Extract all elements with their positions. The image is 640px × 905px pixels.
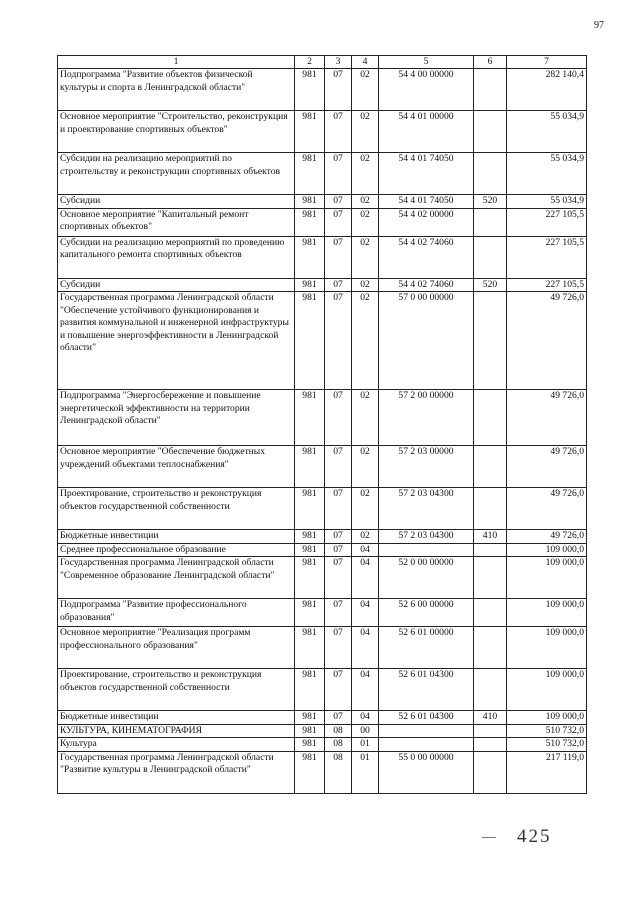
row-c3-cell: 07 (325, 236, 352, 278)
row-c6-cell (474, 738, 507, 751)
row-c6-cell (474, 390, 507, 446)
row-c4-cell: 04 (352, 543, 379, 556)
row-c3-cell: 07 (325, 557, 352, 599)
row-c3-cell: 08 (325, 751, 352, 793)
row-c4-cell: 02 (352, 208, 379, 236)
row-c2-cell: 981 (295, 599, 325, 627)
row-c7-cell: 109 000,0 (507, 669, 587, 711)
row-name-cell: Субсидии на реализацию мероприятий по строительству и реконструкции спортивных объектов (58, 153, 295, 195)
row-c4-cell: 01 (352, 738, 379, 751)
row-c4-cell: 02 (352, 111, 379, 153)
row-c6-cell (474, 724, 507, 737)
row-c3-cell: 07 (325, 111, 352, 153)
row-c7-cell: 282 140,4 (507, 69, 587, 111)
row-c4-cell: 02 (352, 488, 379, 530)
row-c5-cell: 55 0 00 00000 (379, 751, 474, 793)
row-c7-cell: 49 726,0 (507, 446, 587, 488)
table-row (58, 599, 587, 627)
row-c4-cell: 02 (352, 278, 379, 291)
row-c3-cell: 07 (325, 488, 352, 530)
row-c6-cell: 410 (474, 711, 507, 724)
row-c5-cell: 54 4 01 74050 (379, 195, 474, 208)
row-c7-cell: 109 000,0 (507, 711, 587, 724)
table-row (58, 751, 587, 793)
row-c4-cell: 02 (352, 69, 379, 111)
row-name-cell: КУЛЬТУРА, КИНЕМАТОГРАФИЯ (58, 724, 295, 737)
row-c2-cell: 981 (295, 208, 325, 236)
row-c7-cell: 49 726,0 (507, 488, 587, 530)
row-c5-cell (379, 724, 474, 737)
row-c3-cell: 07 (325, 195, 352, 208)
row-c7-cell: 227 105,5 (507, 236, 587, 278)
row-name-cell: Культура (58, 738, 295, 751)
row-c6-cell (474, 543, 507, 556)
row-c4-cell: 02 (352, 446, 379, 488)
row-c6-cell: 520 (474, 195, 507, 208)
table-row (58, 711, 587, 724)
table-row (58, 208, 587, 236)
row-c5-cell (379, 543, 474, 556)
row-c4-cell: 04 (352, 599, 379, 627)
row-c4-cell: 04 (352, 557, 379, 599)
row-c7-cell: 109 000,0 (507, 543, 587, 556)
row-c7-cell: 49 726,0 (507, 390, 587, 446)
column-header: 2 (295, 56, 325, 69)
row-c2-cell: 981 (295, 195, 325, 208)
row-c5-cell: 57 0 00 00000 (379, 292, 474, 390)
row-name-cell: Среднее профессиональное образование (58, 543, 295, 556)
row-c4-cell: 02 (352, 530, 379, 543)
table-row (58, 543, 587, 556)
row-c7-cell: 55 034,9 (507, 111, 587, 153)
table-row (58, 390, 587, 446)
row-c2-cell: 981 (295, 543, 325, 556)
row-c6-cell (474, 446, 507, 488)
table-row (58, 530, 587, 543)
row-c5-cell: 52 6 01 04300 (379, 711, 474, 724)
row-name-cell: Проектирование, строительство и реконструкция объектов государственной собственности (58, 669, 295, 711)
row-c7-cell: 55 034,9 (507, 195, 587, 208)
table-row (58, 278, 587, 291)
row-c3-cell: 07 (325, 278, 352, 291)
row-c7-cell: 510 732,0 (507, 724, 587, 737)
row-c2-cell: 981 (295, 236, 325, 278)
row-c3-cell: 07 (325, 530, 352, 543)
row-c4-cell: 04 (352, 627, 379, 669)
row-c5-cell: 57 2 00 00000 (379, 390, 474, 446)
row-c4-cell: 01 (352, 751, 379, 793)
budget-table (57, 55, 587, 794)
table-row (58, 292, 587, 390)
row-c4-cell: 04 (352, 711, 379, 724)
row-c3-cell: 07 (325, 208, 352, 236)
page-stamp-number: 425 (517, 826, 552, 847)
table-row (58, 446, 587, 488)
row-c6-cell (474, 208, 507, 236)
row-c4-cell: 00 (352, 724, 379, 737)
row-c7-cell: 109 000,0 (507, 557, 587, 599)
row-c5-cell: 52 6 01 04300 (379, 669, 474, 711)
row-name-cell: Субсидии (58, 195, 295, 208)
row-name-cell: Государственная программа Ленинградской области "Обеспечение устойчивого функционирования и развития коммунальной и инженерной инфраструктуры и повышение энергоэффективности в Ленинградской области" (58, 292, 295, 390)
row-c3-cell: 07 (325, 627, 352, 669)
row-c3-cell: 07 (325, 390, 352, 446)
row-c7-cell: 510 732,0 (507, 738, 587, 751)
row-c2-cell: 981 (295, 751, 325, 793)
row-c2-cell: 981 (295, 390, 325, 446)
row-c6-cell: 520 (474, 278, 507, 291)
row-name-cell: Основное мероприятие "Капитальный ремонт спортивных объектов" (58, 208, 295, 236)
column-header: 4 (352, 56, 379, 69)
handwritten-dash (482, 837, 496, 838)
row-name-cell: Подпрограмма "Развитие профессионального образования" (58, 599, 295, 627)
row-name-cell: Основное мероприятие "Реализация программ профессионального образования" (58, 627, 295, 669)
row-c7-cell: 217 119,0 (507, 751, 587, 793)
row-c6-cell (474, 236, 507, 278)
row-c5-cell: 54 4 02 00000 (379, 208, 474, 236)
table-row (58, 195, 587, 208)
row-c7-cell: 55 034,9 (507, 153, 587, 195)
row-c2-cell: 981 (295, 69, 325, 111)
row-c6-cell (474, 153, 507, 195)
row-c6-cell (474, 751, 507, 793)
column-header: 5 (379, 56, 474, 69)
row-c2-cell: 981 (295, 711, 325, 724)
row-c2-cell: 981 (295, 627, 325, 669)
row-c2-cell: 981 (295, 446, 325, 488)
row-c7-cell: 227 105,5 (507, 208, 587, 236)
row-c5-cell: 52 6 01 00000 (379, 627, 474, 669)
row-c3-cell: 07 (325, 153, 352, 195)
column-header: 6 (474, 56, 507, 69)
row-c6-cell (474, 292, 507, 390)
table-row (58, 557, 587, 599)
row-c6-cell (474, 488, 507, 530)
table-row (58, 488, 587, 530)
column-header: 7 (507, 56, 587, 69)
row-c7-cell: 227 105,5 (507, 278, 587, 291)
row-c3-cell: 07 (325, 69, 352, 111)
row-name-cell: Субсидии (58, 278, 295, 291)
row-c2-cell: 981 (295, 292, 325, 390)
row-c7-cell: 109 000,0 (507, 627, 587, 669)
row-c4-cell: 02 (352, 195, 379, 208)
row-name-cell: Проектирование, строительство и реконструкция объектов государственной собственности (58, 488, 295, 530)
row-name-cell: Государственная программа Ленинградской области "Современное образование Ленинградской области" (58, 557, 295, 599)
row-c6-cell: 410 (474, 530, 507, 543)
row-c6-cell (474, 557, 507, 599)
row-c5-cell: 54 4 01 74050 (379, 153, 474, 195)
page-number: 97 (594, 20, 604, 31)
row-c2-cell: 981 (295, 153, 325, 195)
row-c6-cell (474, 669, 507, 711)
row-c4-cell: 02 (352, 153, 379, 195)
column-header: 1 (58, 56, 295, 69)
row-c3-cell: 08 (325, 724, 352, 737)
table-row (58, 236, 587, 278)
row-c3-cell: 08 (325, 738, 352, 751)
row-c6-cell (474, 599, 507, 627)
table-row (58, 669, 587, 711)
row-c4-cell: 02 (352, 292, 379, 390)
row-c5-cell: 57 2 03 04300 (379, 488, 474, 530)
row-name-cell: Государственная программа Ленинградской области "Развитие культуры в Ленинградской области" (58, 751, 295, 793)
row-c3-cell: 07 (325, 599, 352, 627)
row-c3-cell: 07 (325, 292, 352, 390)
row-c2-cell: 981 (295, 669, 325, 711)
row-c3-cell: 07 (325, 543, 352, 556)
row-name-cell: Основное мероприятие "Строительство, реконструкция и проектирование спортивных объектов" (58, 111, 295, 153)
row-c7-cell: 109 000,0 (507, 599, 587, 627)
row-name-cell: Подпрограмма "Развитие объектов физической культуры и спорта в Ленинградской области" (58, 69, 295, 111)
row-c6-cell (474, 111, 507, 153)
table-row (58, 153, 587, 195)
row-c5-cell: 57 2 03 04300 (379, 530, 474, 543)
row-c3-cell: 07 (325, 446, 352, 488)
row-c6-cell (474, 627, 507, 669)
row-c5-cell: 52 0 00 00000 (379, 557, 474, 599)
row-c7-cell: 49 726,0 (507, 292, 587, 390)
row-c7-cell: 49 726,0 (507, 530, 587, 543)
row-c5-cell: 52 6 00 00000 (379, 599, 474, 627)
row-name-cell: Бюджетные инвестиции (58, 711, 295, 724)
row-c5-cell: 57 2 03 00000 (379, 446, 474, 488)
table-row (58, 69, 587, 111)
row-c2-cell: 981 (295, 278, 325, 291)
row-c2-cell: 981 (295, 557, 325, 599)
column-header: 3 (325, 56, 352, 69)
table-row (58, 627, 587, 669)
row-c6-cell (474, 69, 507, 111)
row-c5-cell: 54 4 00 00000 (379, 69, 474, 111)
row-c2-cell: 981 (295, 111, 325, 153)
row-c2-cell: 981 (295, 724, 325, 737)
row-c5-cell: 54 4 01 00000 (379, 111, 474, 153)
header-row (58, 56, 587, 69)
row-name-cell: Субсидии на реализацию мероприятий по проведению капитального ремонта спортивных объектов (58, 236, 295, 278)
row-c5-cell: 54 4 02 74060 (379, 278, 474, 291)
table-row (58, 738, 587, 751)
row-name-cell: Бюджетные инвестиции (58, 530, 295, 543)
row-c2-cell: 981 (295, 530, 325, 543)
row-c3-cell: 07 (325, 711, 352, 724)
row-name-cell: Основное мероприятие "Обеспечение бюджетных учреждений объектами теплоснабжения" (58, 446, 295, 488)
table-row (58, 111, 587, 153)
table-row (58, 724, 587, 737)
row-c5-cell: 54 4 02 74060 (379, 236, 474, 278)
row-name-cell: Подпрограмма "Энергосбережение и повышение энергетической эффективности на территории Ленинградской области" (58, 390, 295, 446)
row-c5-cell (379, 738, 474, 751)
row-c2-cell: 981 (295, 488, 325, 530)
row-c2-cell: 981 (295, 738, 325, 751)
row-c3-cell: 07 (325, 669, 352, 711)
row-c4-cell: 02 (352, 390, 379, 446)
row-c4-cell: 04 (352, 669, 379, 711)
row-c4-cell: 02 (352, 236, 379, 278)
